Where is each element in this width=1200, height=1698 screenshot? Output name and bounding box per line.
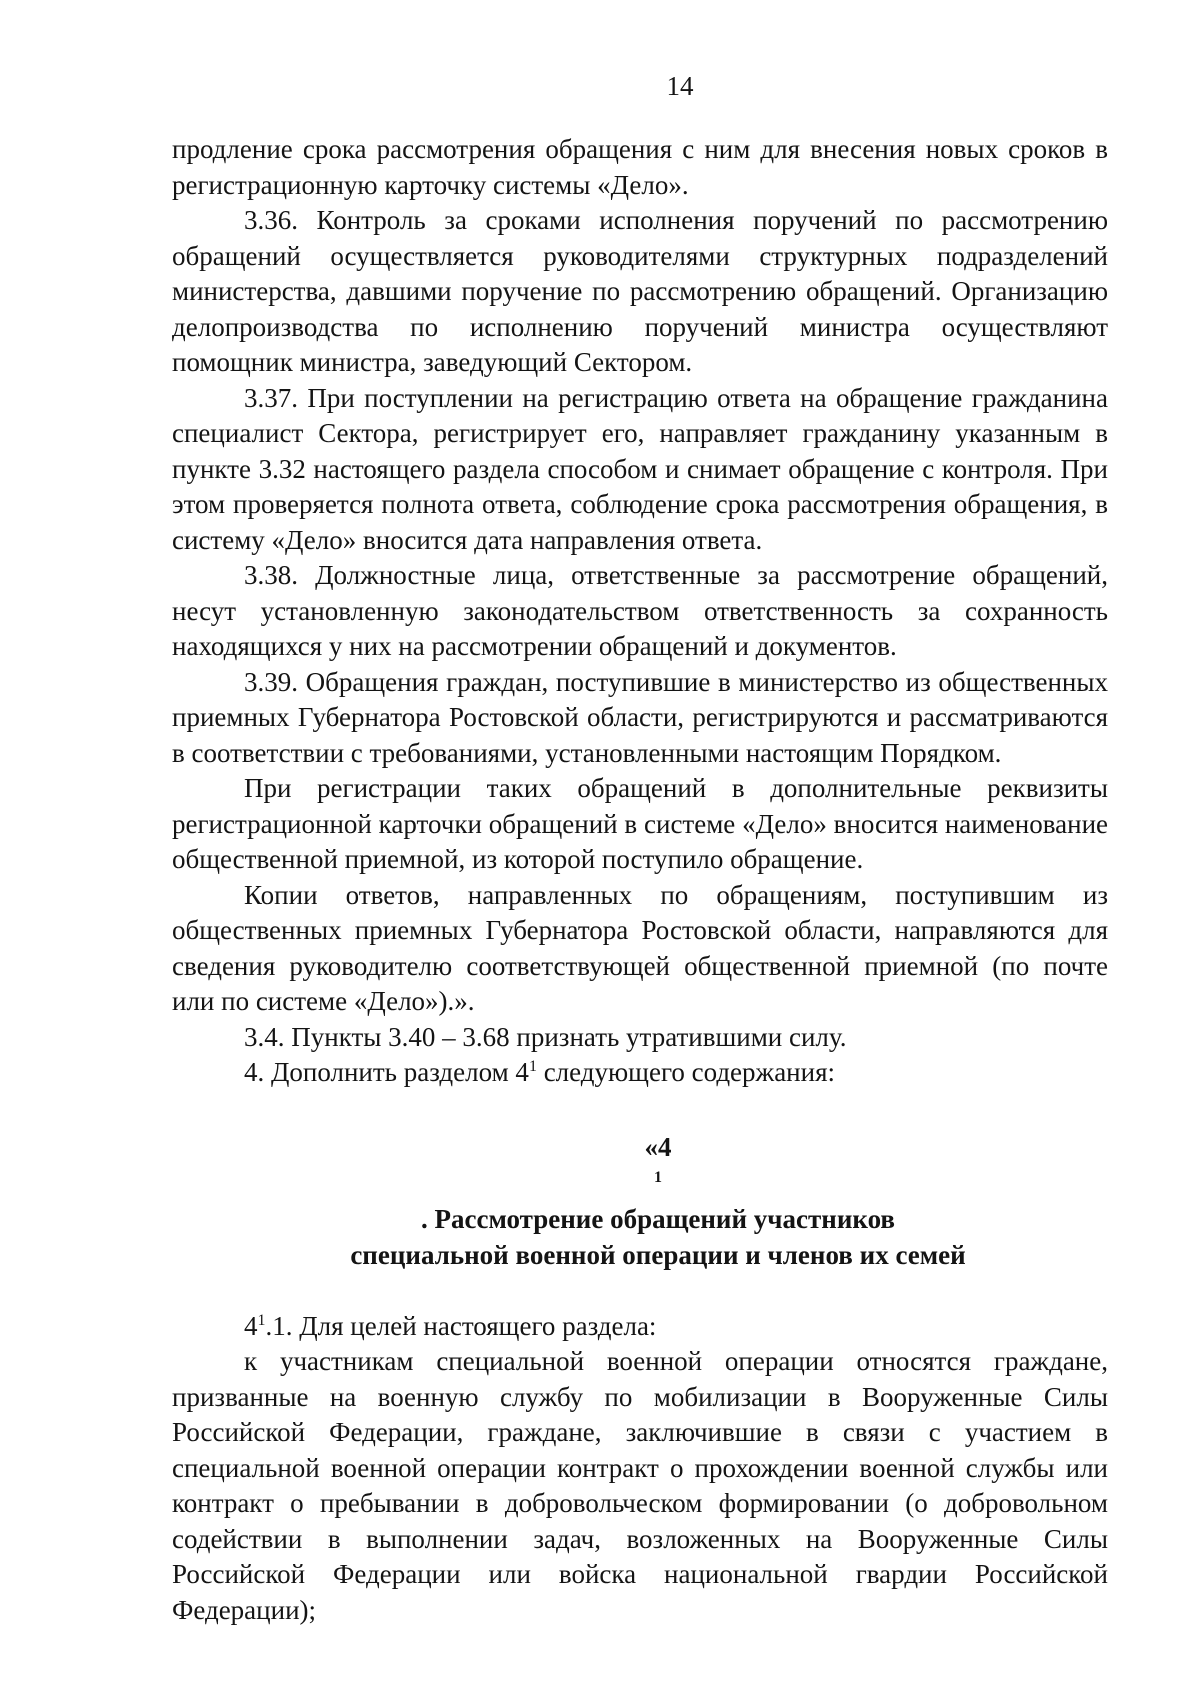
paragraph: продление срока рассмотрения обращения с ним для внесения новых сроков в регистрационную карточку системы «Дело».: [172, 134, 1108, 200]
paragraph: к участникам специальной военной операции относятся граждане, призванные на военную службу по мобилизации в Вооруженные Силы Российской Федерации, граждане, заключившие в связи с участием в специальной военной операции контракт о прохождении военной службы или контракт о пребывании в добровольческом формировании (о добровольном содействии в выполнении задач, возложенных на Вооруженные Силы Российской Федерации или войска национальной гвардии Российской Федерации);: [172, 1346, 1108, 1625]
paragraph: При регистрации таких обращений в дополнительные реквизиты регистрационной карточки обращений в системе «Дело» вносится наименование общественной приемной, из которой поступило обращение.: [172, 773, 1108, 874]
section-heading-line1: [208, 1129, 1108, 1237]
paragraph: 3.39. Обращения граждан, поступившие в министерство из общественных приемных Губернатора Ростовской области, регистрируются и рассматриваются в соответствии с требованиями, установленными настоящим Порядком.: [172, 666, 1108, 768]
paragraph-definitions-intro: [172, 1309, 1108, 1345]
section-heading: [172, 1129, 1108, 1273]
page-number: 14: [666, 71, 694, 101]
top-paragraphs: [172, 132, 1108, 1091]
text-run: .1. Для целей настоящего раздела:: [265, 1310, 657, 1341]
paragraph: 3.37. При поступлении на регистрацию ответа на обращение гражданина специалист Сектора, регистрирует его, направляет гражданину указанным в пункте 3.32 настоящего раздела способом и снимает обращение с контроля. При этом проверяется полнота ответа, соблюдение срока рассмотрения обращения, в систему «Дело» вносится дата направления ответа.: [172, 382, 1108, 555]
text-run: 4. Дополнить разделом 4: [244, 1057, 529, 1087]
superscript: 1: [257, 1311, 266, 1329]
section-heading-line2: специальной военной операции и членов их семей: [350, 1239, 966, 1270]
superscript: 1: [528, 1058, 537, 1075]
text-run: . Рассмотрение обращений участников: [421, 1203, 895, 1234]
text-run: 4: [244, 1310, 258, 1341]
paragraph: 3.36. Контроль за сроками исполнения поручений по рассмотрению обращений осуществляется руководителями структурных подразделений министерства, давшими поручение по рассмотрению обращений. Организацию делопроизводства по исполнению поручений министра осуществляют помощник министра, заведующий Сектором.: [172, 205, 1108, 377]
paragraph-add-section: [172, 1055, 1108, 1091]
text-run: «4: [644, 1131, 672, 1162]
superscript: 1: [654, 1168, 662, 1186]
paragraph: 3.4. Пункты 3.40 – 3.68 признать утратившими силу.: [244, 1021, 847, 1052]
text-run: следующего содержания:: [536, 1057, 835, 1087]
paragraph: Копии ответов, направленных по обращениям, поступившим из общественных приемных Губернатора Ростовской области, направляются для сведения руководителю соответствующей общественной приемной (по почте или по системе «Дело»).».: [172, 879, 1108, 1016]
paragraph: 3.38. Должностные лица, ответственные за рассмотрение обращений, несут установленную законодательством ответственность за сохранность находящихся у них на рассмотрении обращений и документов.: [172, 560, 1108, 661]
